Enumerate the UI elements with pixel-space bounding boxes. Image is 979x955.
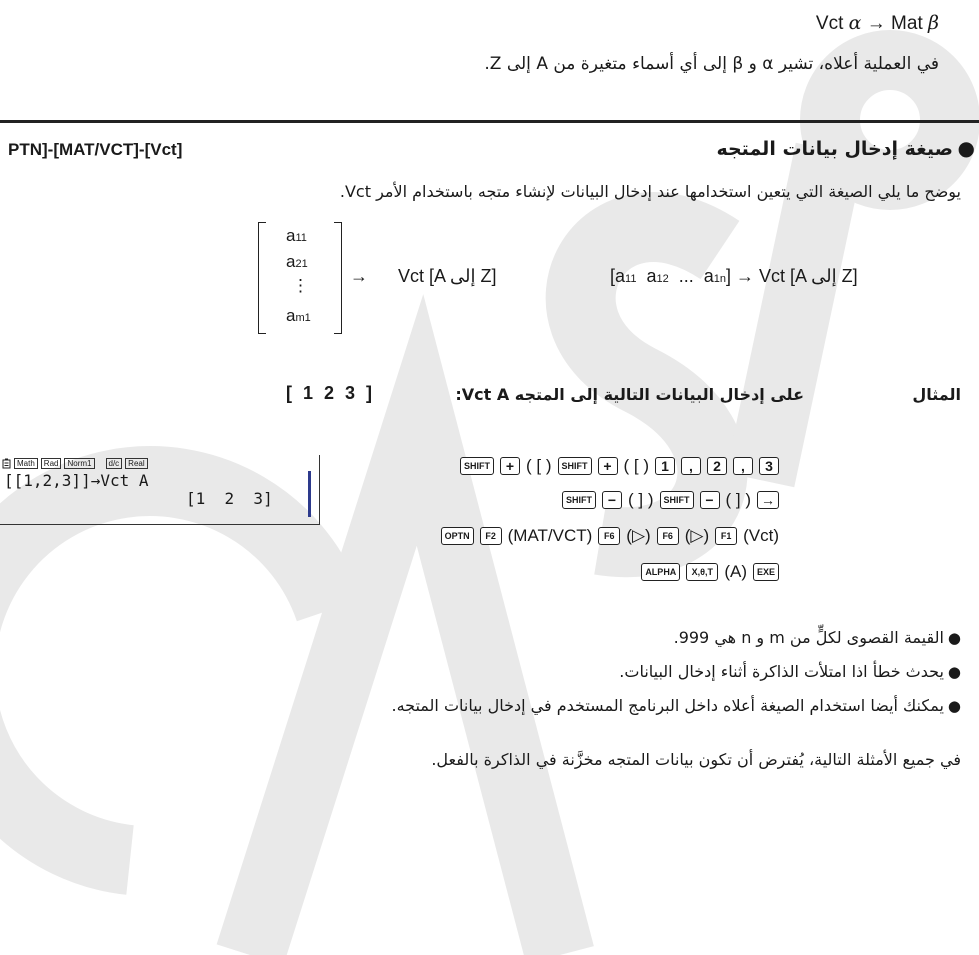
key-annotation: (▷) [626, 526, 651, 545]
calculator-key: , [733, 457, 753, 475]
section-intro: يوضح ما يلي الصيغة التي يتعين استخدامها عند إدخال البيانات لإنشاء متجه باستخدام الأمر Vct. [339, 182, 961, 201]
matrix-element: a11 [286, 226, 307, 245]
note-item: ●يحدث خطأ اذا امتلأت الذاكرة أثناء إدخال البيانات. [619, 662, 961, 681]
calculator-result-line: [1 2 3] [186, 489, 273, 508]
notes-list [391, 628, 961, 730]
matrix-element: am1 [286, 306, 311, 325]
calculator-key: , [681, 457, 701, 475]
status-real: Real [125, 458, 147, 469]
row-element: ... [678, 266, 694, 286]
calculator-key: SHIFT [660, 491, 694, 509]
status-rad: Rad [41, 458, 62, 469]
column-form-target: Vct [A إلى Z] [398, 266, 497, 286]
calculator-key: SHIFT [558, 457, 592, 475]
key-sequence-row [460, 456, 779, 476]
row-vector-form: [a11 a12 ... a1n] → Vct [A إلى Z] [610, 266, 858, 286]
key-annotation: (Vct) [743, 526, 779, 545]
section-bullet: ● [957, 136, 975, 160]
calculator-key: + [598, 457, 618, 475]
calculator-key: − [602, 491, 622, 509]
column-vector-matrix [258, 222, 342, 334]
conversion-formula: Vct α → Mat β [815, 12, 939, 34]
calculator-key: 3 [759, 457, 779, 475]
calculator-input-line: [[1,2,3]]→Vct A [4, 471, 149, 490]
calculator-key: F1 [715, 527, 737, 545]
section-heading: صيغة إدخال بيانات المتجه [716, 138, 953, 160]
status-dc: d/c [106, 458, 123, 469]
calculator-key: − [700, 491, 720, 509]
calculator-key: + [500, 457, 520, 475]
calculator-key: EXE [753, 563, 779, 581]
calculator-key: F6 [657, 527, 679, 545]
calculator-key: X,θ,T [686, 563, 718, 581]
calculator-status-bar [2, 458, 148, 469]
example-label: المثال [912, 385, 961, 404]
key-annotation: ( [ ) [526, 456, 552, 475]
key-annotation: ( ] ) [628, 490, 654, 509]
key-sequence-row [641, 562, 779, 582]
matrix-element: ⋮ [292, 276, 309, 295]
row-element: a1n [703, 266, 726, 286]
conversion-note: في العملية أعلاه، تشير α و β إلى أي أسماء متغيرة من A إلى Z. [484, 54, 939, 74]
note-item: ●يمكنك أيضا استخدام الصيغة أعلاه داخل البرنامج المستخدم في إدخال بيانات المتجه. [391, 696, 961, 715]
row-element: a11 [615, 266, 637, 286]
key-sequence-row [441, 526, 779, 546]
example-text: على إدخال البيانات التالية إلى المتجه Vct A: [455, 385, 804, 404]
calculator-key: F2 [480, 527, 502, 545]
calculator-scrollbar [308, 471, 311, 517]
calculator-key: ALPHA [641, 563, 680, 581]
calculator-key: SHIFT [460, 457, 494, 475]
calculator-key: → [757, 491, 779, 509]
final-note: في جميع الأمثلة التالية، يُفترض أن تكون بيانات المتجه مخزَّنة في الذاكرة بالفعل. [431, 750, 961, 769]
calculator-key: 1 [655, 457, 675, 475]
key-annotation: (A) [724, 562, 747, 581]
section-key-path: PTN]-[MAT/VCT]-[Vct] [8, 140, 183, 159]
calculator-screen [0, 455, 320, 525]
calculator-key: OPTN [441, 527, 474, 545]
example-data: [ 1 2 3 ] [286, 383, 373, 403]
row-element: a12 [646, 266, 669, 286]
status-norm: Norm1 [64, 458, 94, 469]
matrix-element: a21 [286, 252, 308, 271]
note-item: ●القيمة القصوى لكلٍّ من m و n هي 999. [673, 628, 961, 647]
column-form-arrow: → [350, 266, 368, 286]
battery-icon [2, 458, 11, 469]
key-annotation: ( [ ) [623, 456, 649, 475]
matrix-left-bracket [258, 222, 266, 334]
key-annotation: (MAT/VCT) [507, 526, 593, 545]
calculator-key: SHIFT [562, 491, 596, 509]
key-sequence-row [562, 490, 779, 510]
calculator-key: F6 [598, 527, 620, 545]
key-annotation: (▷) [684, 526, 710, 545]
key-annotation: ( ] ) [725, 490, 751, 509]
matrix-right-bracket [334, 222, 342, 334]
calculator-key: 2 [707, 457, 727, 475]
section-divider [0, 120, 979, 123]
status-math: Math [14, 458, 38, 469]
